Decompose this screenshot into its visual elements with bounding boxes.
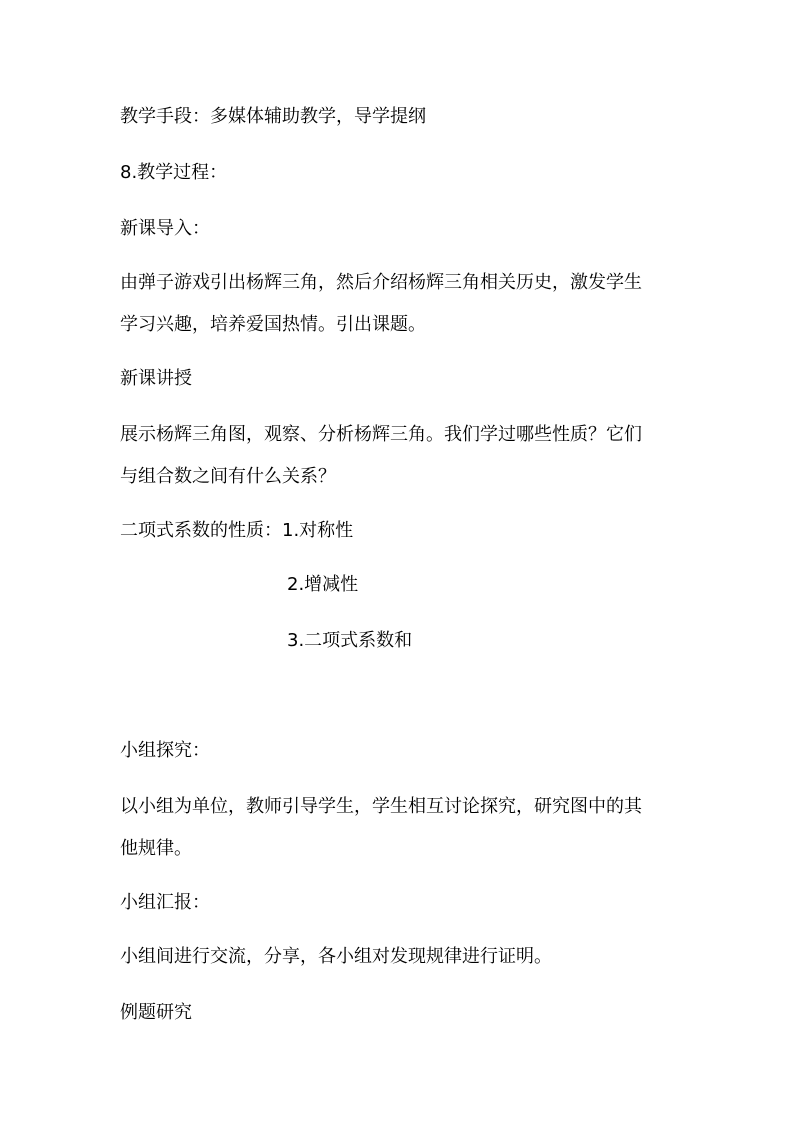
group-report-text: 小组间进行交流，分享，各小组对发现规律进行证明。	[120, 946, 552, 967]
group-explore-text-line-2: 他规律。	[120, 838, 192, 859]
lecture-text-line-1: 展示杨辉三角图，观察、分析杨辉三角。我们学过哪些性质？它们	[120, 424, 642, 445]
lecture-heading: 新课讲授	[120, 368, 192, 389]
process-heading: 8.教学过程：	[120, 162, 228, 183]
intro-heading: 新课导入：	[120, 218, 210, 239]
lecture-text-line-2: 与组合数之间有什么关系？	[120, 466, 336, 487]
property-3-line: 3.二项式系数和	[287, 630, 413, 651]
properties-line: 二项式系数的性质：1.对称性	[120, 520, 354, 541]
intro-text-line-1: 由弹子游戏引出杨辉三角，然后介绍杨辉三角相关历史，激发学生	[120, 272, 642, 293]
property-2-line: 2.增减性	[287, 574, 359, 595]
group-report-heading: 小组汇报：	[120, 892, 210, 913]
group-explore-heading: 小组探究：	[120, 740, 210, 761]
intro-text-line-2: 学习兴趣，培养爱国热情。引出课题。	[120, 314, 426, 335]
group-explore-text-line-1: 以小组为单位，教师引导学生，学生相互讨论探究，研究图中的其	[120, 796, 642, 817]
example-heading: 例题研究	[120, 1002, 192, 1023]
teaching-means-line: 教学手段：多媒体辅助教学，导学提纲	[120, 106, 426, 127]
